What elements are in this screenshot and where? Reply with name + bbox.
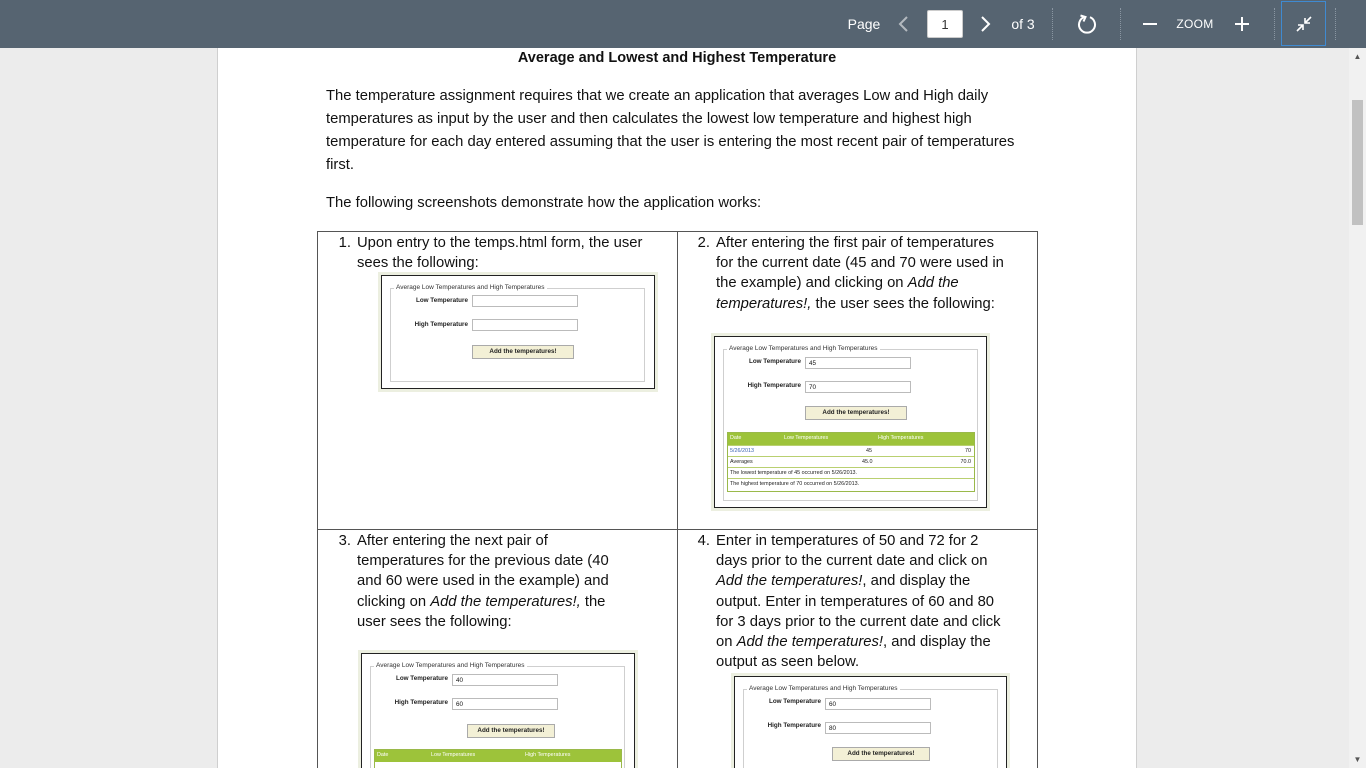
toolbar-separator — [1052, 8, 1054, 40]
rotate-button[interactable] — [1070, 0, 1104, 48]
toolbar-separator — [1120, 8, 1122, 40]
form-legend: Average Low Temperatures and High Temperatures — [729, 345, 878, 352]
average-low-value: 45.0 — [862, 459, 873, 465]
lowest-temperature-message: The lowest temperature of 45 occurred on 5/26/2013. — [730, 470, 858, 476]
highest-temperature-message: The highest temperature of 70 occurred on 5/26/2013. — [730, 481, 860, 487]
step-text: After entering the first pair of temperatures for the current date (45 and 70 were used in the example) and clicking on Add the temperatures!, the user sees the following: — [716, 235, 1004, 312]
viewer-toolbar — [0, 0, 1366, 48]
exit-fullscreen-icon — [1295, 15, 1313, 33]
add-temperatures-button: Add the temperatures! — [832, 747, 930, 761]
high-temperature-input: 60 — [452, 698, 558, 710]
form-legend: Average Low Temperatures and High Temperatures — [376, 662, 525, 669]
scroll-down-arrow-icon[interactable]: ▼ — [1353, 755, 1362, 764]
low-temperature-label: Low Temperature — [395, 675, 448, 682]
highest-message-row — [728, 478, 974, 489]
high-temperature-input: 80 — [825, 722, 931, 734]
average-high-value: 70.0 — [960, 459, 971, 465]
vertical-scrollbar[interactable] — [1349, 48, 1366, 768]
lowest-message-row — [728, 467, 974, 478]
results-table — [727, 432, 975, 492]
table-divider — [318, 529, 1037, 530]
add-temperatures-button: Add the temperatures! — [805, 406, 907, 420]
low-temperature-label: Low Temperature — [768, 698, 821, 705]
averages-label: Averages — [730, 459, 753, 465]
form-legend: Average Low Temperatures and High Temperatures — [749, 685, 898, 692]
table-row — [728, 445, 974, 456]
step-number: 4. — [697, 533, 710, 549]
screenshot-first-entry — [714, 336, 987, 508]
low-temperature-input: 45 — [805, 357, 911, 369]
chevron-left-icon — [897, 15, 909, 33]
high-temperature-input — [472, 319, 578, 331]
scrollbar-thumb[interactable] — [1352, 100, 1363, 225]
page-number-input[interactable] — [927, 10, 963, 38]
table-divider — [677, 232, 678, 768]
previous-page-button[interactable] — [890, 0, 916, 48]
results-header-row — [375, 750, 621, 762]
step-text: After entering the next pair of temperatures for the previous date (40 and 60 were used in the example) and clicking on Add the temperatures!, the user sees the following: — [357, 533, 609, 630]
next-page-button[interactable] — [973, 0, 999, 48]
document-page — [217, 48, 1137, 768]
high-temperature-label: High Temperature — [394, 699, 448, 706]
results-header-cell: Date — [377, 752, 389, 758]
plus-icon — [1234, 16, 1250, 32]
add-temperatures-button: Add the temperatures! — [472, 345, 574, 359]
results-header-row — [728, 433, 974, 445]
low-temperature-input: 60 — [825, 698, 931, 710]
low-temperature-label: Low Temperature — [748, 358, 801, 365]
zoom-out-button[interactable] — [1138, 0, 1162, 48]
step-number: 3. — [338, 533, 351, 549]
scroll-up-arrow-icon[interactable]: ▲ — [1353, 52, 1362, 61]
low-temperature-label: Low Temperature — [415, 297, 468, 304]
results-cell: 45 — [866, 448, 872, 454]
zoom-in-button[interactable] — [1228, 0, 1256, 48]
screenshots-intro: The following screenshots demonstrate how the application works: — [326, 195, 762, 211]
step-number: 2. — [697, 235, 710, 251]
toolbar-separator — [1335, 8, 1337, 40]
results-cell: 5/26/2013 — [730, 448, 754, 454]
screenshot-second-entry — [361, 653, 635, 768]
step-text: Upon entry to the temps.html form, the user sees the following: — [357, 235, 643, 272]
rotate-icon — [1076, 13, 1098, 35]
intro-paragraph: The temperature assignment requires that we create an application that averages Low and High daily temperatures as input by the user and then calculates the lowest low temperature and highest high temperature for each day entered assuming that the user is entering the most recent pair of temperatures first. — [326, 88, 1015, 173]
minus-icon — [1142, 16, 1158, 32]
results-header-cell: High Temperatures — [525, 752, 571, 758]
high-temperature-label: High Temperature — [414, 321, 468, 328]
zoom-label: ZOOM — [1176, 17, 1214, 31]
high-temperature-input: 70 — [805, 381, 911, 393]
steps-table — [317, 231, 1038, 768]
high-temperature-label: High Temperature — [767, 722, 821, 729]
results-table — [374, 749, 622, 768]
toolbar-separator — [1274, 8, 1276, 40]
step-text: Enter in temperatures of 50 and 72 for 2 days prior to the current date and click on Add the temperatures!, and display the output. Enter in temperatures of 60 and 80 for 3 days prior to the current date and click on Add the temperatures!, and display the output as seen below. — [716, 533, 1001, 671]
exit-fullscreen-button[interactable] — [1281, 1, 1326, 46]
step-number: 1. — [338, 235, 351, 251]
page-label: Page — [847, 16, 881, 32]
chevron-right-icon — [980, 15, 992, 33]
screenshot-initial-form — [381, 275, 655, 389]
low-temperature-input — [472, 295, 578, 307]
document-title: Average and Lowest and Highest Temperature — [517, 50, 837, 66]
high-temperature-label: High Temperature — [747, 382, 801, 389]
averages-row — [728, 456, 974, 467]
form-legend: Average Low Temperatures and High Temperatures — [396, 284, 545, 291]
document-viewport — [0, 48, 1349, 768]
low-temperature-input: 40 — [452, 674, 558, 686]
screenshot-additional-entries — [734, 676, 1007, 768]
results-header-cell: Low Temperatures — [784, 435, 829, 441]
results-cell: 70 — [965, 448, 971, 454]
results-header-cell: High Temperatures — [878, 435, 924, 441]
results-header-cell: Date — [730, 435, 742, 441]
results-header-cell: Low Temperatures — [431, 752, 476, 758]
total-pages-label: of 3 — [1011, 16, 1035, 32]
add-temperatures-button: Add the temperatures! — [467, 724, 555, 738]
